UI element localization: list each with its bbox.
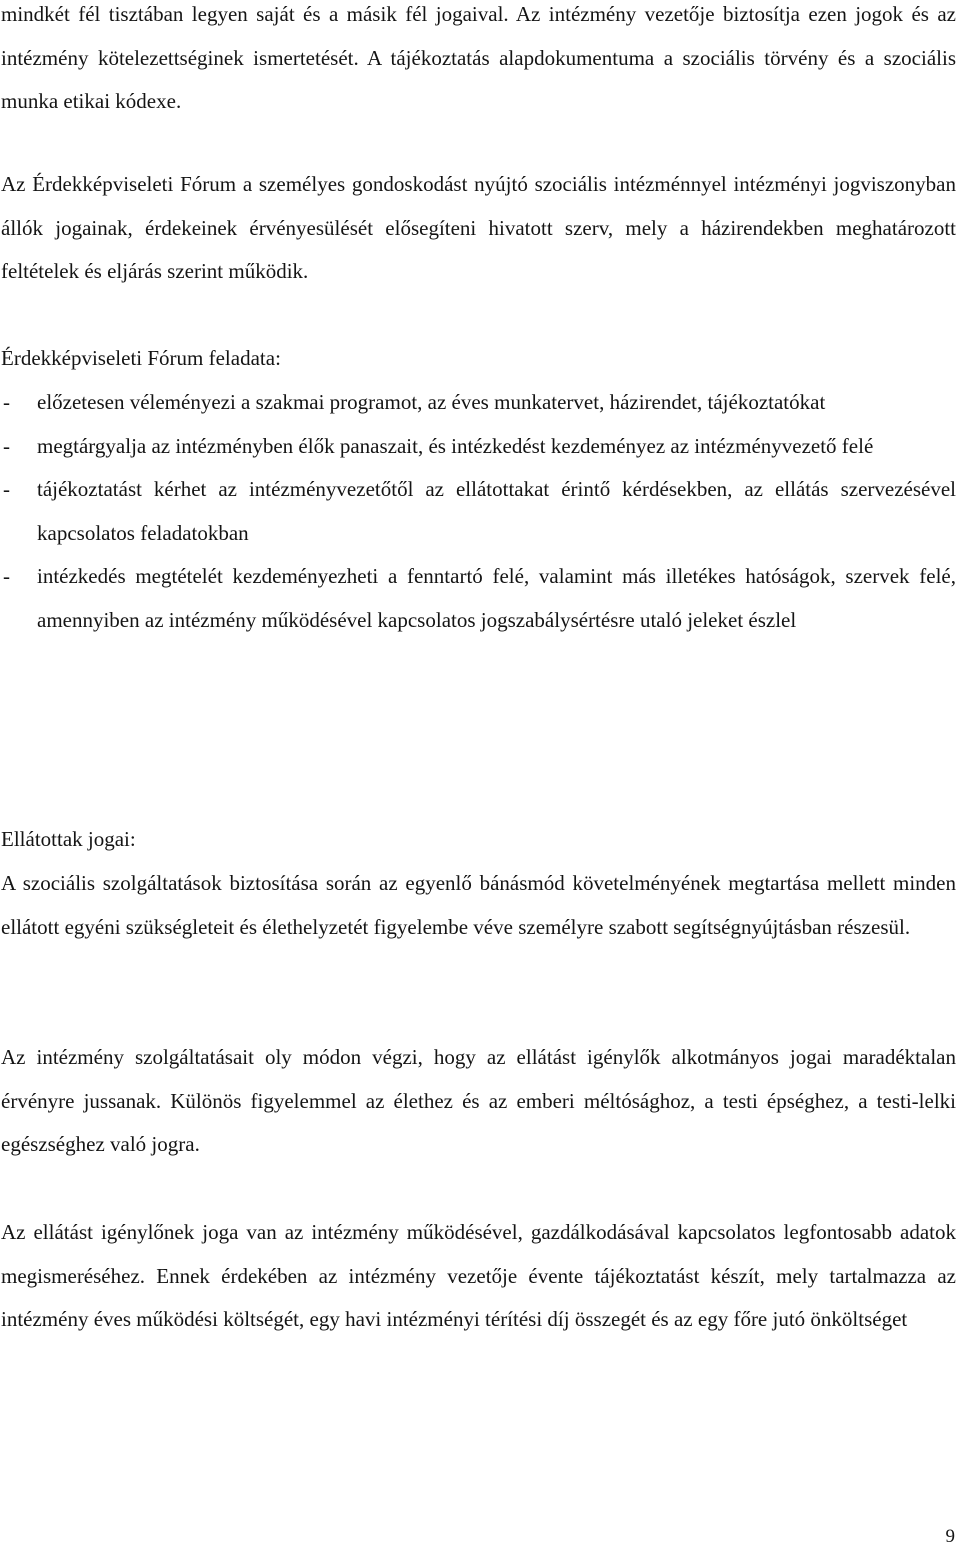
list-item — [1, 468, 956, 555]
list-item-text: előzetesen véleményezi a szakmai programot, az éves munkatervet, házirendet, tájékoztatókat — [37, 390, 826, 414]
list-item — [1, 555, 956, 642]
forum-tasks-heading: Érdekképviseleti Fórum feladata: — [1, 346, 281, 370]
service-paragraph: Az intézmény szolgáltatásait oly módon végzi, hogy az ellátást igénylők alkotmányos jogai maradéktalan érvényre jussanak. Különös figyelemmel az élethez és az emberi méltósághoz, a testi épséghez, a testi-lelki egészséghez való jogra. — [1, 1045, 956, 1156]
list-dash: - — [3, 390, 10, 414]
list-dash: - — [3, 564, 10, 588]
rights-paragraph: A szociális szolgáltatások biztosítása során az egyenlő bánásmód követelményének megtartása mellett minden ellátott egyéni szükségleteit és élethelyzetét figyelembe véve személyre szabott segítségnyújtásban részesül. — [1, 871, 956, 939]
page-number: 9 — [945, 1526, 955, 1547]
list-dash: - — [3, 477, 10, 501]
forum-tasks-list — [1, 381, 956, 642]
forum-paragraph: Az Érdekképviseleti Fórum a személyes gondoskodást nyújtó szociális intézménnyel intézményi jogviszonyban állók jogainak, érdekeinek érvényesülését elősegíteni hivatott szerv, mely a házirendekben meghatározott feltételek és eljárás szerint működik. — [1, 172, 956, 283]
list-dash: - — [3, 433, 10, 458]
intro-paragraph: mindkét fél tisztában legyen saját és a másik fél jogaival. Az intézmény vezetője biztosítja ezen jogok és az intézmény kötelezettséginek ismertetését. A tájékoztatás alapdokumentuma a szociális törvény és a szociális munka etikai kódexe. — [1, 2, 956, 113]
list-item — [1, 425, 956, 469]
list-item-text: tájékoztatást kérhet az intézményvezetőtől az ellátottakat érintő kérdésekben, az ellátás szervezésével kapcsolatos feladatokban — [37, 477, 956, 545]
list-item-text: intézkedés megtételét kezdeményezheti a fenntartó felé, valamint más illetékes hatóságok, szervek felé, amennyiben az intézmény működésével kapcsolatos jogszabálysértésre utaló jeleket észlel — [37, 564, 956, 632]
list-item — [1, 381, 956, 425]
information-paragraph: Az ellátást igénylőnek joga van az intézmény működésével, gazdálkodásával kapcsolatos legfontosabb adatok megismeréséhez. Ennek érdekében az intézmény vezetője évente tájékoztatást készít, mely tartalmazza az intézmény éves működési költségét, egy havi intézményi térítési díj összegét és az egy főre jutó önköltséget — [1, 1220, 956, 1331]
rights-heading: Ellátottak jogai: — [1, 827, 136, 851]
list-item-text: megtárgyalja az intézményben élők panaszait, és intézkedést kezdeményez az intézményvezető felé — [37, 433, 874, 458]
